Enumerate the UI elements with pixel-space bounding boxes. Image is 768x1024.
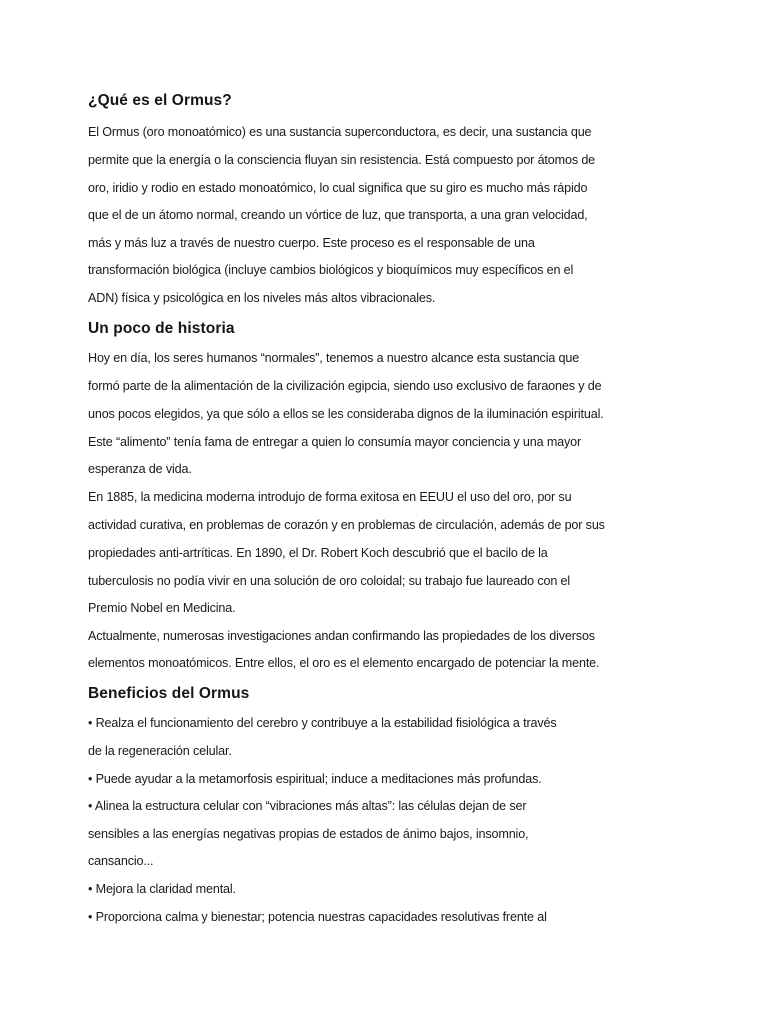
- bullet-line: • Alinea la estructura celular con “vibraciones más altas”: las células dejan de ser: [88, 799, 527, 813]
- bullet-line: • Proporciona calma y bienestar; potencia nuestras capacidades resolutivas frente al: [88, 910, 547, 924]
- paragraph-line: ADN) física y psicológica en los niveles más altos vibracionales.: [88, 291, 436, 305]
- paragraph-line: oro, iridio y rodio en estado monoatómico, lo cual significa que su giro es mucho más rápido: [88, 181, 588, 195]
- heading-beneficios: Beneficios del Ormus: [88, 685, 250, 702]
- paragraph-line: transformación biológica (incluye cambios biológicos y bioquímicos muy específicos en el: [88, 263, 574, 277]
- paragraph-line: tuberculosis no podía vivir en una solución de oro coloidal; su trabajo fue laureado con el: [88, 574, 571, 588]
- paragraph-line: unos pocos elegidos, ya que sólo a ellos se les consideraba dignos de la iluminación espiritual.: [88, 407, 604, 421]
- paragraph-line: Actualmente, numerosas investigaciones andan confirmando las propiedades de los diversos: [88, 629, 595, 643]
- paragraph-line: El Ormus (oro monoatómico) es una sustancia superconductora, es decir, una sustancia que: [88, 125, 592, 139]
- paragraph-line: permite que la energía o la consciencia fluyan sin resistencia. Está compuesto por átomos de: [88, 153, 596, 167]
- bullet-line: • Puede ayudar a la metamorfosis espiritual; induce a meditaciones más profundas.: [88, 772, 542, 786]
- paragraph-line: formó parte de la alimentación de la civilización egipcia, siendo uso exclusivo de faraones y de: [88, 379, 602, 393]
- paragraph-line: Hoy en día, los seres humanos “normales”, tenemos a nuestro alcance esta sustancia que: [88, 351, 580, 365]
- bullet-line: de la regeneración celular.: [88, 744, 232, 758]
- heading-que-es-ormus: ¿Qué es el Ormus?: [88, 92, 232, 109]
- bullet-line: cansancio...: [88, 854, 154, 868]
- heading-historia: Un poco de historia: [88, 320, 235, 337]
- paragraph-line: Premio Nobel en Medicina.: [88, 601, 236, 615]
- paragraph-line: esperanza de vida.: [88, 462, 192, 476]
- paragraph-line: propiedades anti-artríticas. En 1890, el Dr. Robert Koch descubrió que el bacilo de la: [88, 546, 548, 560]
- paragraph-line: actividad curativa, en problemas de corazón y en problemas de circulación, además de por sus: [88, 518, 605, 532]
- paragraph-line: más y más luz a través de nuestro cuerpo. Este proceso es el responsable de una: [88, 236, 535, 250]
- bullet-line: • Realza el funcionamiento del cerebro y contribuye a la estabilidad fisiológica a través: [88, 716, 557, 730]
- paragraph-line: Este “alimento” tenía fama de entregar a quien lo consumía mayor conciencia y una mayor: [88, 435, 582, 449]
- paragraph-line: que el de un átomo normal, creando un vórtice de luz, que transporta, a una gran velocidad,: [88, 208, 588, 222]
- bullet-line: • Mejora la claridad mental.: [88, 882, 236, 896]
- paragraph-line: elementos monoatómicos. Entre ellos, el oro es el elemento encargado de potenciar la mente.: [88, 656, 600, 670]
- paragraph-line: En 1885, la medicina moderna introdujo de forma exitosa en EEUU el uso del oro, por su: [88, 490, 572, 504]
- bullet-line: sensibles a las energías negativas propias de estados de ánimo bajos, insomnio,: [88, 827, 529, 841]
